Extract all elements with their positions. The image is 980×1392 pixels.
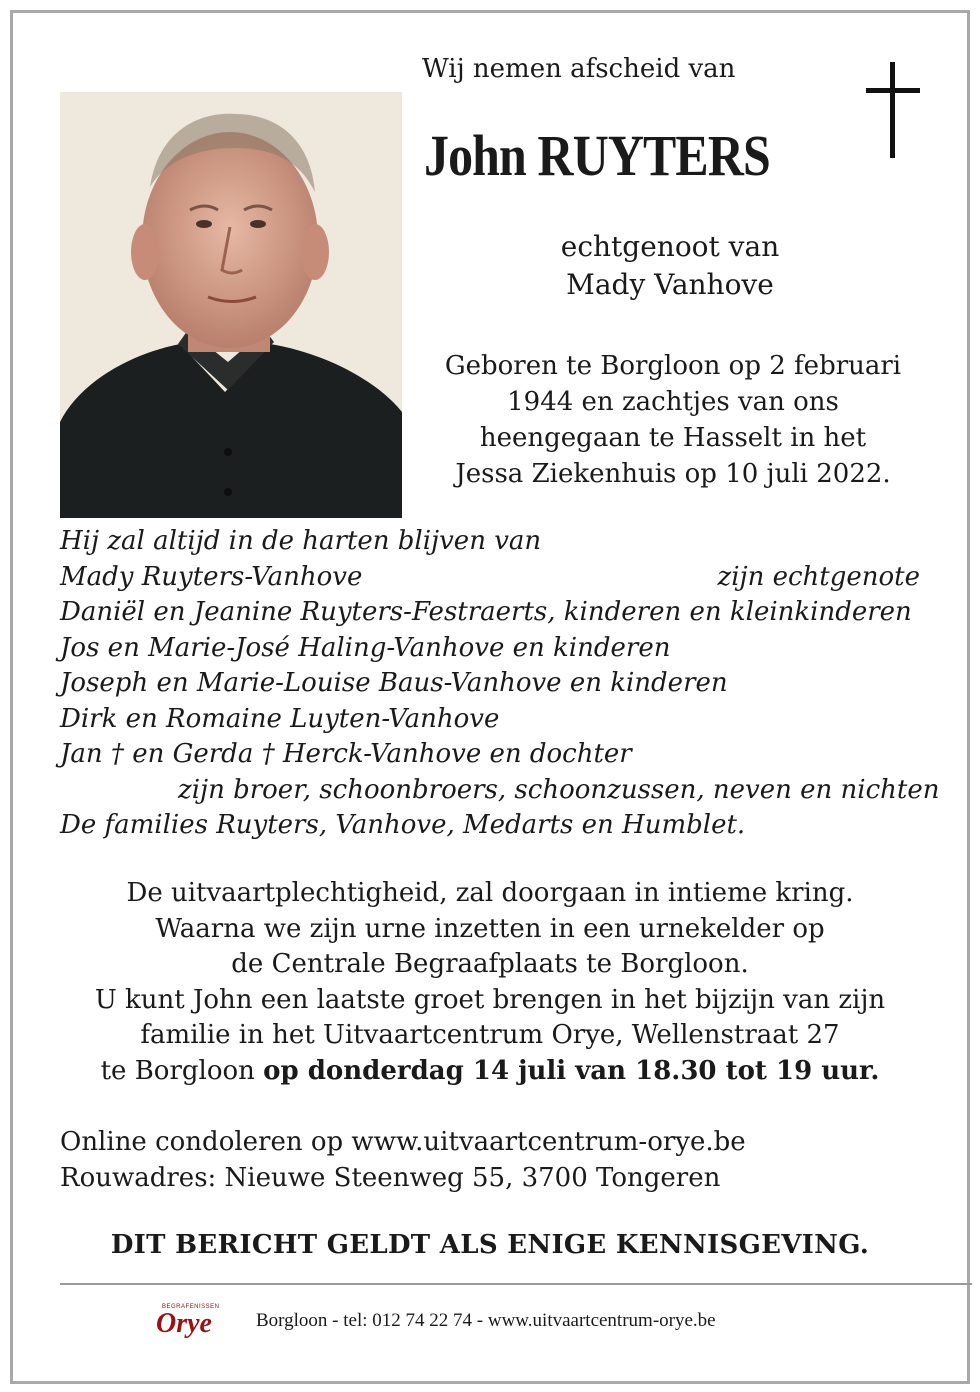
funeral-line: U kunt John een laatste groet brengen in het bijzijn van zijn <box>94 984 886 1015</box>
funeral-line <box>60 1054 920 1090</box>
footer <box>150 1300 910 1340</box>
dates-line: Jessa Ziekenhuis op 10 juli 2022. <box>455 459 891 489</box>
funeral-place: te Borgloon <box>100 1055 264 1086</box>
notice-statement: DIT BERICHT GELDT ALS ENIGE KENNISGEVING. <box>110 1230 870 1260</box>
intro-text: Wij nemen afscheid van <box>422 54 736 84</box>
logo-subtitle: BEGRAFENISSEN <box>162 1304 220 1310</box>
funeral-line: familie in het Uitvaartcentrum Orye, Wellenstraat 27 <box>140 1020 840 1050</box>
divider <box>60 1283 972 1285</box>
dates-line: heengegaan te Hasselt in het <box>479 423 867 453</box>
mourners-line: Jos en Marie-José Haling-Vanhove en kinderen <box>60 632 671 663</box>
mourners-list <box>60 524 940 844</box>
footer-contact: Borgloon - tel: 012 74 22 74 - www.uitvaartcentrum-orye.be <box>256 1310 716 1331</box>
mourners-row <box>60 560 920 596</box>
mourners-line: Dirk en Romaine Luyten-Vanhove <box>60 703 500 734</box>
mourners-line: Jan † en Gerda † Herck-Vanhove en dochter <box>60 739 632 769</box>
mourners-line: Hij zal altijd in de harten blijven van <box>60 526 542 556</box>
mourners-line: Joseph en Marie-Louise Baus-Vanhove en kinderen <box>60 668 728 698</box>
mourner-relation: zijn echtgenote <box>717 561 920 592</box>
contact-info <box>60 1124 920 1196</box>
portrait-photo <box>60 92 402 518</box>
spouse-label: echtgenoot van <box>560 230 780 263</box>
spouse-name: Mady Vanhove <box>566 268 774 301</box>
cross-icon <box>866 62 922 158</box>
funeral-line: De uitvaartplechtigheid, zal doorgaan in intieme kring. <box>126 878 854 908</box>
dates-line: Geboren te Borgloon op 2 februari <box>444 351 902 381</box>
birth-death-block <box>418 348 928 492</box>
portrait-illustration <box>60 92 402 518</box>
orye-logo <box>154 1304 234 1338</box>
logo-name: Orye <box>156 1308 212 1339</box>
mourner-name: Mady Ruyters-Vanhove <box>60 561 363 592</box>
deceased-name: John RUYTERS <box>424 123 770 188</box>
online-condolence: Online condoleren op www.uitvaartcentrum-orye.be <box>60 1127 746 1157</box>
visitation-time: op donderdag 14 juli van 18.30 tot 19 uur. <box>263 1055 880 1086</box>
mourners-line: zijn broer, schoonbroers, schoonzussen, neven en nichten <box>178 774 940 805</box>
spouse-block <box>430 228 910 304</box>
dates-line: 1944 en zachtjes van ons <box>507 387 839 417</box>
funeral-line: de Centrale Begraafplaats te Borgloon. <box>231 949 749 979</box>
mourners-line: Daniël en Jeanine Ruyters-Festraerts, kinderen en kleinkinderen <box>60 597 912 627</box>
funeral-line: Waarna we zijn urne inzetten in een urnekelder op <box>155 913 825 944</box>
mourners-line: De families Ruyters, Vanhove, Medarts en Humblet. <box>60 810 746 840</box>
funeral-info <box>60 876 920 1089</box>
mourning-address: Rouwadres: Nieuwe Steenweg 55, 3700 Tongeren <box>60 1163 721 1193</box>
